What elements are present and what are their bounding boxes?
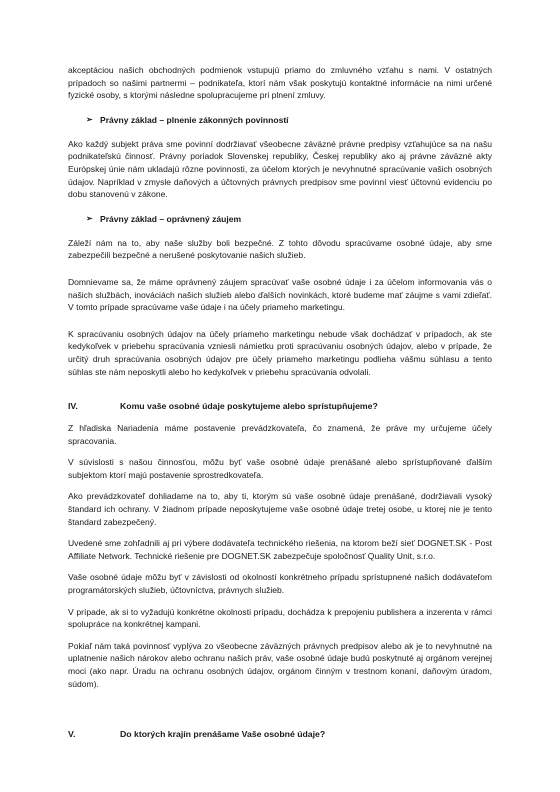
legitimate-interest-heading-text: Právny základ – oprávnený záujem xyxy=(100,213,242,224)
section-v-heading xyxy=(68,728,492,740)
section-iv-heading xyxy=(68,400,492,412)
legal-obligation-heading xyxy=(86,114,492,126)
legitimate-interest-paragraph-2: Domnievame sa, že máme oprávnený záujem spracúvať vaše osobné údaje i za účelom informovania vás o našich službách, inováciách našich služieb alebo ďalších novinkách, ktoré budeme mať záujme s vami zdieľať. V tomto prípade spracúvame vaše údaje i na účely priameho marketingu. xyxy=(68,276,492,313)
legitimate-interest-paragraph-1: Záleží nám na to, aby naše služby boli bezpečné. Z tohto dôvodu spracúvame osobné údaje, aby sme zabezpečili bezpečné a nerušené poskytovanie našich služieb. xyxy=(68,237,492,261)
legitimate-interest-paragraph-3: K spracúvaniu osobných údajov na účely priameho marketingu nebude však dochádzať v prípadoch, ak ste kedykoľvek v priebehu spracúvania vzniesli námietku proti spracúvaniu osobných údajov, alebo v prípade, že určitý druh spracúvania osobných údajov pre účely priameho marketingu podlieha vášmu súhlasu a tento súhlas ste nám neposkytli alebo ho kedykoľvek v priebehu spracúvania odvolali. xyxy=(68,328,492,377)
section-iv-paragraph-3: Ako prevádzkovateľ dohliadame na to, aby ti, ktorým sú vaše osobné údaje prenášané, dodržiavali vysoký štandard ich ochrany. V žiadnom prípade neposkytujeme vaše osobné údaje tretej osobe, u ktorej nie je tento štandard zabezpečený. xyxy=(68,491,492,527)
legal-obligation-heading-text: Právny základ – plnenie zákonných povinností xyxy=(100,114,289,125)
intro-paragraph: akceptáciou našich obchodných podmienok vstupujú priamo do zmluvného vzťahu s nami. V ostatných prípadoch so našimi partnermi – podnikateľa, ktorí nám však poskytujú kontaktné informácie na nimi určené fyzické osoby, s ktorými následne spolupracujeme pri plnení zmluvy. xyxy=(68,65,492,101)
legitimate-interest-heading xyxy=(86,213,492,225)
section-iv-paragraph-2: V súvislosti s našou činnosťou, môžu byť vaše osobné údaje prenášané alebo sprístupňované ďalším subjektom ktorí majú postavenie sprostredkovateľa. xyxy=(68,457,492,480)
arrow-bullet-icon: ➢ xyxy=(86,213,93,223)
section-iv-paragraph-1: Z hľadiska Nariadenia máme postavenie prevádzkovateľa, čo znamená, že práve my určujeme účely spracovania. xyxy=(68,423,492,446)
section-iv-number: IV. xyxy=(68,401,78,412)
section-iv-paragraph-6: V prípade, ak si to vyžadujú konkrétne okolnosti prípadu, dochádza k prepojeniu publishera a inzerenta v rámci spolupráce na konkrétnej kampani. xyxy=(68,606,492,630)
section-iv-paragraph-5: Vaše osobné údaje môžu byť v závislosti od okolností konkrétneho prípadu sprístupnené našich dodávateľom programátorských služieb, účtovníctva, právnych služieb. xyxy=(68,572,492,596)
section-v-number: V. xyxy=(68,729,76,740)
legal-obligation-paragraph: Ako každý subjekt práva sme povinní dodržiavať všeobecne záväzné právne predpisy vzťahujúce sa na našu podnikateľskú činnosť. Právny poriadok Slovenskej republiky, Českej republiky ako aj právne záväzné akty Európskej únie nám ukladajú rôzne povinnosti, za účelom ktorých je nevyhnutné spracúvanie vašich osobných údajov. Napríklad v zmysle daňových a účtovných právnych predpisov sme povinní viesť účtovnú evidenciu po dobu stanovenú v zákone. xyxy=(68,138,492,200)
section-iv-paragraph-7: Pokiaľ nám taká povinnosť vyplýva zo všeobecne záväzných právnych predpisov alebo ak je to nevyhnutné na uplatnenie našich nárokov alebo ochranu našich práv, vaše osobné údaje budú poskytnuté aj orgánom verejnej moci (ako napr. Úradu na ochranu osobných údajov, orgánom činným v trestnom konaní, daňovým úradom, súdom). xyxy=(68,640,492,689)
section-iv-title: Komu vaše osobné údaje poskytujeme alebo sprístupňujeme? xyxy=(120,401,378,412)
section-v-title: Do ktorých krajín prenášame Vaše osobné údaje? xyxy=(120,729,326,740)
arrow-bullet-icon: ➢ xyxy=(86,114,93,124)
section-iv-paragraph-4: Uvedené sme zohľadnili aj pri výbere dodávateľa technického riešenia, na ktorom beží sieť DOGNET.SK - Post Affiliate Network. Technické riešenie pre DOGNET.SK zabezpečuje spoločnosť Quality Unit, s.r.o. xyxy=(68,538,492,561)
